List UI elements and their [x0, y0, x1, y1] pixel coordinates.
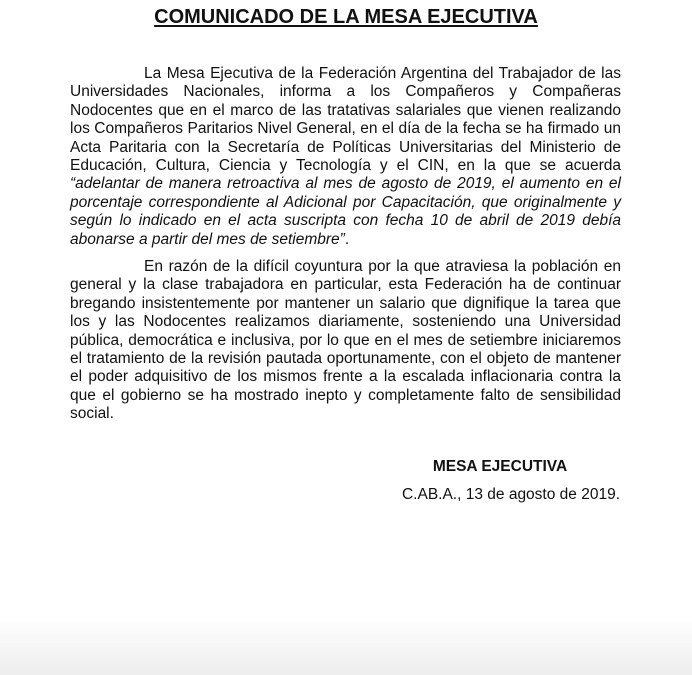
- page-bottom-shading: [0, 615, 692, 675]
- document-title-text: COMUNICADO DE LA MESA EJECUTIVA: [154, 6, 538, 28]
- paragraph-1-text: La Mesa Ejecutiva de la Federación Argentina del Trabajador de las Universidades Nacionales, informa a los Compañeros y Compañeras Nodocentes que en el marco de las tratativas salariales que vienen realizando los Compañeros Paritarios Nivel General, en el día de la fecha se ha firmado un Acta Paritaria con la Secretaría de Políticas Universitarias del Ministerio de Educación, Cultura, Ciencia y Tecnología y el CIN, en la que se acuerda: [70, 65, 621, 175]
- document-title: [0, 4, 692, 30]
- paragraph-2: [70, 258, 621, 424]
- paragraph-1: [70, 65, 621, 249]
- paragraph-1-body: [70, 65, 621, 249]
- paragraph-1-end: .: [344, 230, 350, 248]
- signature-place-date: C.AB.A., 13 de agosto de 2019.: [401, 486, 620, 503]
- paragraph-2-text: En razón de la difícil coyuntura por la que atraviesa la población en general y la clase trabajadora en particular, esta Federación ha de continuar bregando insistentemente por mantener un salario que dignifique la tarea que los y las Nodocentes realizamos diariamente, sosteniendo una Universidad pública, democrática e inclusiva, por lo que en el mes de setiembre iniciaremos el tratamiento de la revisión pautada oportunamente, con el objeto de mantener el poder adquisitivo de los mismos frente a la escalada inflacionaria contra la que el gobierno se ha mostrado inepto y completamente falto de sensibilidad social.: [70, 258, 621, 423]
- signature-name: MESA EJECUTIVA: [432, 458, 568, 475]
- paragraph-1-quote: “adelantar de manera retroactiva al mes de agosto de 2019, el aumento en el porcentaje correspondiente al Adicional por Capacitación, que originalmente y según lo indicado en el acta suscripta con fecha 10 de abril de 2019 debía abonarse a partir del mes de setiembre”: [70, 175, 621, 248]
